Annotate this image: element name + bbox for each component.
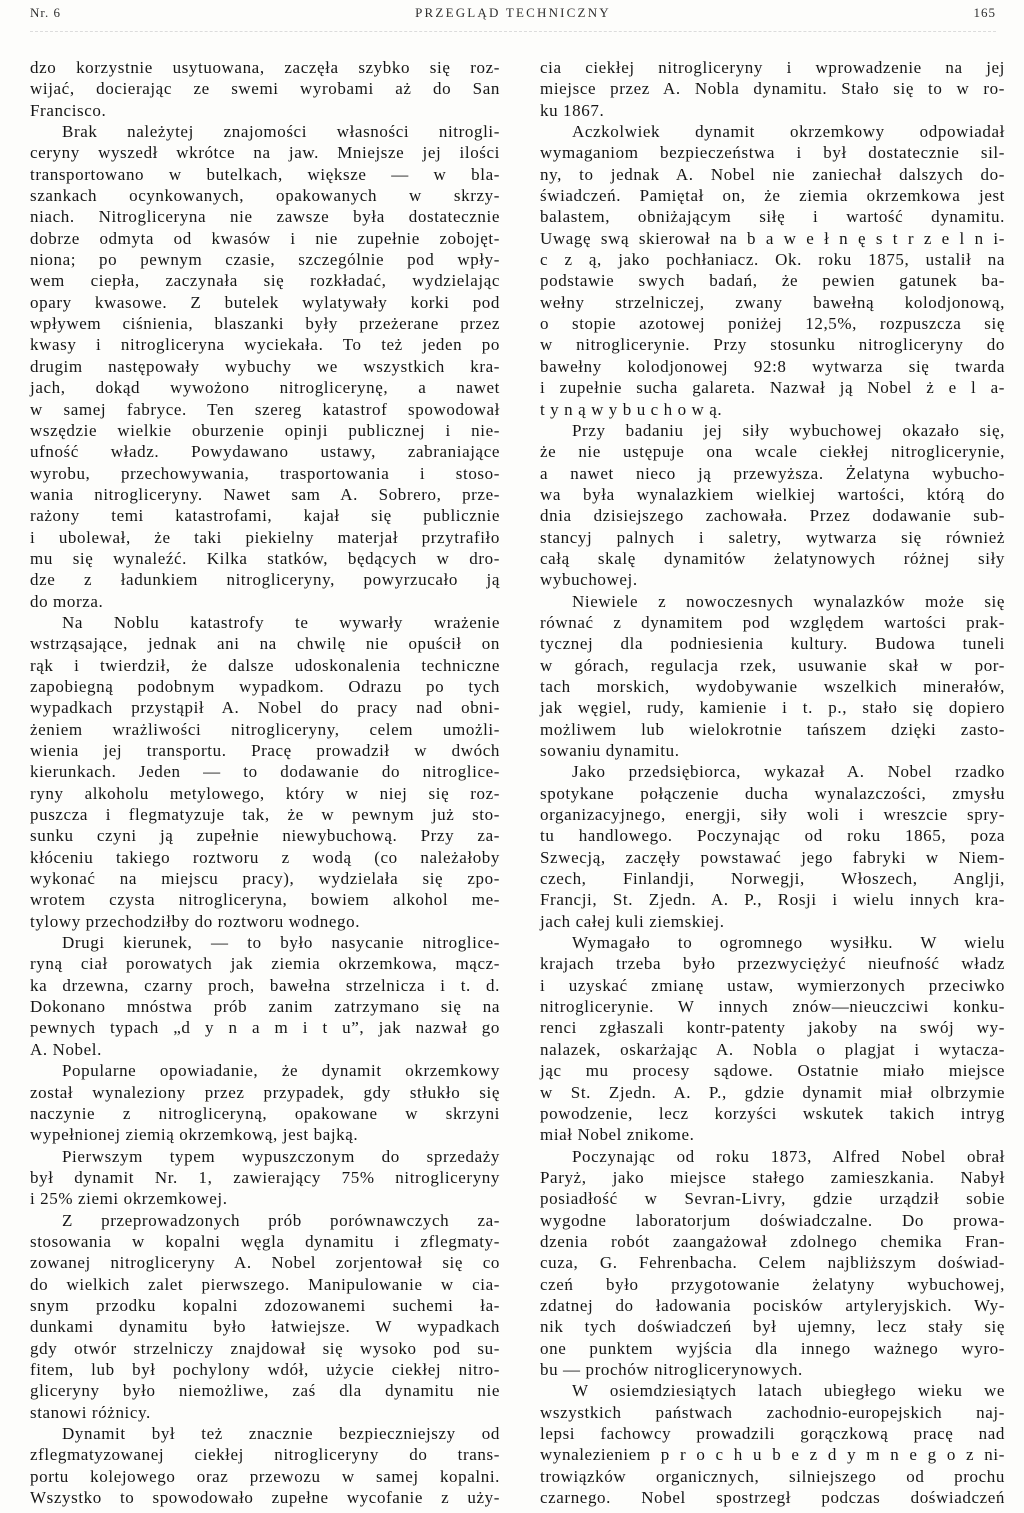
text-line: czeń było przygotowanie żelatyny wybuchowej, — [540, 1274, 1005, 1294]
paragraph — [30, 1210, 500, 1423]
text-line: one punktem wyjścia dla innego ważnego wyro- — [540, 1338, 1005, 1358]
text-line: Drugi kierunek, — to było nasycanie nitroglice- — [62, 933, 500, 953]
text-line: stanowi różnicy. — [30, 1402, 151, 1422]
text-line: zapobiegną podobnym wypadkom. Odrazu po tych — [30, 676, 500, 696]
text-line: dze z ładunkiem nitrogliceryny, powyrzucało ją — [30, 570, 500, 590]
text-line: i zupełnie sucha galareta. Nazwał ją Nobel ż e l a- — [540, 378, 1005, 398]
text-line: w samej fabryce. Ten szereg katastrof spowodował — [30, 399, 500, 419]
text-line: rażony temi katastrofami, kajał się publicznie — [30, 506, 500, 526]
text-line: Z przeprowadzonych prób porównawczych za- — [62, 1210, 500, 1230]
right-text-column — [540, 57, 1005, 1508]
journal-title: PRZEGLĄD TECHNICZNY — [415, 5, 611, 20]
text-line: niach. Nitrogliceryna nie zawsze była dostatecznie — [30, 207, 500, 227]
text-line: szankach ocynkowanych, opakowanych w skrzy- — [30, 186, 500, 206]
text-line: nitroglicerynie. W innych znów—nieuczciwi konku- — [540, 997, 1005, 1017]
paragraph — [540, 57, 1005, 121]
text-line: dobrze odmyta od kwasów i nie zupełnie zobojęt- — [30, 228, 500, 248]
text-line: Wymagało to ogromnego wysiłku. W wielu — [572, 933, 1005, 953]
text-line: został wynaleziony przez przypadek, gdy stłukło się — [30, 1082, 500, 1102]
text-line: wienia jej transportu. Pracę prowadził w dwóch — [30, 741, 500, 760]
text-line: wymaganiom bezpieczeństwa i był dostatecznie sil- — [540, 143, 1005, 163]
text-line: kierunkach. Jeden — to dodawanie do nitroglice- — [30, 762, 500, 782]
text-line: w St. Zjedn. A. P., gdzie dynamit miał olbrzymie — [540, 1082, 1005, 1102]
text-line: czarnego. Nobel spostrzegł podczas doświadczeń — [540, 1488, 1005, 1508]
paragraph — [540, 1380, 1005, 1508]
text-line: c z ą, jako pochłaniacz. Ok. roku 1875, ustalił na — [540, 250, 1005, 270]
paragraph — [30, 1423, 500, 1508]
text-line: gdy otwór strzelniczy znajdował się wysoko pod su- — [30, 1338, 500, 1358]
text-line: żeniem wrażliwości nitrogliceryny, celem umożli- — [30, 719, 500, 739]
text-line: renci zgłaszali kontr-patenty jakoby na swój wy- — [540, 1018, 1005, 1038]
text-line: sunku czyni ją zupełnie niewybuchową. Przy za- — [30, 826, 500, 846]
text-line: dzo korzystnie usytuowana, zaczęła szybko się roz- — [30, 58, 500, 77]
text-line: wania nitrogliceryny. Nawet sam A. Sobrero, prze- — [30, 484, 500, 504]
text-line: powodzenie, lecz korzyści wskutek takich intryg — [540, 1103, 1005, 1123]
text-line: posiadłość w Sevran-Livry, gdzie urządził sobie — [540, 1189, 1005, 1209]
text-line: pewnych typach „d y n a m i t u”, jak nazwał go — [30, 1018, 500, 1038]
text-line: wem ciepła, zaczynała się rozkładać, wydzielając — [30, 271, 500, 291]
text-line: do morza. — [30, 591, 104, 611]
paragraph — [30, 932, 500, 1060]
text-line: w nitroglicerynie. Przy stosunku nitrogliceryny do — [540, 335, 1005, 355]
text-line: o stopie azotowej poniżej 12,5%, rozpuszcza się — [540, 314, 1005, 334]
paragraph — [540, 591, 1005, 762]
text-line: lepsi fachowcy prowadzili gorączkową pracę nad — [540, 1424, 1005, 1443]
text-line: ryną ciał porowatych jak ziemia okrzemkowa, mącz- — [30, 954, 500, 974]
text-line: świadczeń. Pamiętał on, że ziemia okrzemkowa jest — [540, 186, 1005, 206]
text-line: A. Nobel. — [30, 1039, 102, 1059]
text-line: wygodne laboratorjum doświadczalne. Do prowa- — [540, 1210, 1005, 1230]
text-line: ceryny wyszedł wkrótce na jaw. Mniejsze jej ilości — [30, 143, 500, 163]
text-line: równać z dynamitem pod względem wartości prak- — [540, 612, 1005, 632]
text-line: sowaniu dynamitu. — [540, 741, 680, 760]
text-line: nik tych doświadczeń był ujemny, lecz stały się — [540, 1317, 1005, 1337]
paragraph — [30, 57, 500, 121]
text-line: W osiemdziesiątych latach ubiegłego wieku we — [572, 1381, 1005, 1401]
text-line: Przy badaniu jej siły wybuchowej okazało się, — [572, 420, 1005, 440]
text-line: Na Noblu katastrofy te wywarły wrażenie — [62, 612, 500, 632]
text-line: w górach, regulacja rzek, usuwanie skał w por- — [540, 655, 1005, 675]
text-line: wijać, docierając ze swemi wyrobami aż do San — [30, 79, 500, 99]
text-line: trowiązków organicznych, silniejszego od prochu — [540, 1466, 1005, 1486]
text-line: dzenia robót zaangażował zdolnego chemika Fran- — [540, 1231, 1005, 1251]
text-line: stancyj palnych i saletry, wytwarza się również — [540, 527, 1005, 547]
issue-number: Nr. 6 — [30, 5, 61, 20]
text-line: jąc mu procesy sądowe. Ostatnie miało miejsce — [540, 1061, 1005, 1081]
text-line: i uzyskać zmianę ustaw, wymierzonych przeciwko — [540, 975, 1005, 995]
text-line: spotykane połączenie ducha wynalazczości, zmysłu — [540, 783, 1005, 803]
page-header — [30, 5, 996, 25]
text-line: gliceryny było niemożliwe, zaś dla dynamitu nie — [30, 1381, 500, 1401]
text-line: Jako przedsiębiorca, wykazał A. Nobel rzadko — [572, 762, 1005, 782]
text-line: był dynamit Nr. 1, zawierający 75% nitrogliceryny — [30, 1167, 500, 1187]
paragraph — [30, 612, 500, 932]
page-number: 165 — [973, 5, 996, 20]
text-line: nalazek, oskarżając A. Nobla o plagjat i wytacza- — [540, 1039, 1005, 1059]
text-line: zowanej nitrogliceryny A. Nobel zorjentował się co — [30, 1253, 500, 1273]
text-line: t y n ą w y b u c h o w ą. — [540, 399, 723, 419]
paragraph — [540, 932, 1005, 1145]
paragraph — [540, 121, 1005, 420]
text-line: Francisco. — [30, 100, 107, 120]
paragraph — [540, 761, 1005, 932]
text-line: opary kwasowe. Z butelek wylatywały korki pod — [30, 292, 500, 312]
text-line: Dynamit był też znacznie bezpieczniejszy od — [62, 1424, 500, 1443]
text-line: Paryż, jako miejsce stałego zamieszkania. Nabył — [540, 1167, 1005, 1187]
text-line: wrotem czysta nitrogliceryna, bowiem alkohol me- — [30, 890, 500, 910]
text-line: miejsce przez A. Nobla dynamitu. Stało się to w ro- — [540, 79, 1005, 99]
text-line: dunkami dynamitu było łatwiejsze. W wypadkach — [30, 1317, 500, 1337]
text-line: Popularne opowiadanie, że dynamit okrzemkowy — [62, 1061, 500, 1081]
text-line: wpływem ciśnienia, blaszanki były przeżerane przez — [30, 314, 500, 334]
text-line: wypełnionej ziemią okrzemkową, jest bajką. — [30, 1125, 359, 1145]
text-line: stosowania w kopalni węgla dynamitu i zflegmaty- — [30, 1231, 500, 1251]
text-line: Wszystko to spowodowało zupełne wycofanie z uży- — [30, 1488, 500, 1508]
text-line: Francji, St. Zjedn. A. P., Rosji i wielu innych kra- — [540, 890, 1005, 910]
text-line: bu — prochów nitroglicerynowych. — [540, 1359, 803, 1379]
text-line: wszystkich państwach zachodnio-europejskich naj- — [540, 1402, 1005, 1422]
text-line: jak węgiel, rudy, kamienie i t. p., stało się dopiero — [540, 698, 1005, 718]
text-line: tylowy przechodziłby do roztworu wodnego. — [30, 911, 361, 931]
text-line: zflegmatyzowanej ciekłej nitrogliceryny do trans- — [30, 1445, 500, 1465]
text-line: dnia dzisiejszego zachowała. Przez dodawanie sub- — [540, 506, 1005, 526]
text-line: transportowano w butelkach, większe — w bla- — [30, 164, 500, 184]
text-line: cia ciekłej nitrogliceryny i wprowadzenie na jej — [540, 58, 1005, 77]
text-line: cuza, G. Fehrenbacha. Celem najbliższym doświad- — [540, 1253, 1005, 1273]
text-line: ny, to jednak A. Nobel nie zaniechał dalszych do- — [540, 164, 1005, 184]
text-line: ku 1867. — [540, 100, 605, 120]
text-line: Poczynając od roku 1873, Alfred Nobel obrał — [572, 1146, 1005, 1166]
text-line: zdatnej do ładowania pocisków artyleryjskich. Wy- — [540, 1295, 1005, 1315]
text-line: bawełny kolodjonowej 92:8 wytwarza się twarda — [540, 356, 1005, 376]
text-line: tycznej dla podniesienia kultury. Budowa tuneli — [540, 634, 1005, 654]
text-line: drugim następowały wybuchy we wszystkich kra- — [30, 356, 500, 376]
text-line: Brak należytej znajomości własności nitrogli- — [62, 122, 500, 142]
text-line: ufność władz. Powydawano ustawy, zabraniające — [30, 442, 500, 462]
text-line: organizacyjnego, energji, siły woli i wreszcie spry- — [540, 805, 1005, 825]
text-line: do wielkich zalet pierwszego. Manipulowanie w cia- — [30, 1274, 500, 1294]
text-line: balastem, obniżającym siłę i wartość dynamitu. — [540, 207, 1005, 227]
text-line: ka drzewna, czarny proch, bawełna strzelnicza i t. d. — [30, 975, 500, 995]
text-line: wszędzie wielkie oburzenie opinji publicznej i nie- — [30, 420, 500, 440]
header-rule — [30, 31, 996, 32]
text-line: rąk i twierdził, że dalsze udoskonalenia techniczne — [30, 655, 500, 675]
left-text-column — [30, 57, 500, 1508]
text-line: i ubolewał, że taki piekielny materjał przytrafiło — [30, 527, 500, 547]
text-line: kwasy i nitrogliceryna wyciekała. To też jeden po — [30, 335, 500, 355]
text-line: całą skalę dynamitów żelatynowych różnej siły — [540, 548, 1005, 568]
text-line: czech, Finlandji, Norwegji, Włoszech, Anglji, — [540, 869, 1005, 889]
text-line: snym przodku kopalni zdozowanemi suchemi ła- — [30, 1295, 500, 1315]
text-line: puszcza i flegmatyzuje tak, że w pewnym już sto- — [30, 805, 500, 825]
text-line: a nawet nieco ją przewyższa. Żelatyna wybucho- — [540, 463, 1005, 483]
text-line: wykonać na miejscu pracy), wydzielała się zpo- — [30, 869, 500, 889]
text-line: Dokonano mnóstwa prób zanim zatrzymano się na — [30, 997, 500, 1017]
paragraph — [30, 1060, 500, 1145]
text-line: portu kolejowego oraz przewozu w samej kopalni. — [30, 1466, 500, 1486]
text-line: kłóceniu takiego roztworu z wodą (co należałoby — [30, 847, 500, 867]
text-line: podstawie swych badań, że pewien gatunek ba- — [540, 271, 1005, 291]
text-line: wybuchowej. — [540, 570, 638, 590]
paragraph — [30, 1146, 500, 1210]
text-line: Niewiele z nowoczesnych wynalazków może się — [572, 591, 1005, 611]
paragraph — [30, 121, 500, 612]
text-line: wyrobu, przechowywania, trasportowania i stoso- — [30, 463, 500, 483]
text-line: wypadkach przystąpił A. Nobel do pracy nad obni- — [30, 698, 500, 718]
text-line: tach morskich, wydobywanie wszelkich minerałów, — [540, 676, 1005, 696]
text-line: możliwem lub wielokrotnie tańszem dzięki zasto- — [540, 719, 1005, 739]
text-line: jach, dokąd wywożono nitroglicerynę, a nawet — [30, 378, 500, 398]
text-line: fitem, lub był pochylony wdół, użycie ciekłej nitro- — [30, 1359, 500, 1379]
text-line: krajach trzeba było przezwyciężyć nieufność władz — [540, 954, 1005, 974]
text-line: wa była wynalazkiem wielkiej wartości, którą do — [540, 484, 1005, 504]
text-line: naczynie z nitrogliceryną, opakowane w skrzyni — [30, 1103, 500, 1123]
text-line: mu się wynaleźć. Kilka statków, będących w dro- — [30, 548, 500, 568]
text-line: ryny alkoholu metylowego, który w niej się roz- — [30, 783, 500, 803]
text-line: Pierwszym typem wypuszczonym do sprzedaży — [62, 1146, 500, 1166]
text-line: wstrząsające, jednak ani na chwilę nie opuścił on — [30, 634, 500, 654]
text-line: Aczkolwiek dynamit okrzemkowy odpowiadał — [572, 122, 1005, 142]
text-line: wełny strzelniczej, zwany bawełną kolodjonową, — [540, 292, 1005, 312]
text-line: Uwagę swą skierował na b a w e ł n ę s t r z e l n i- — [540, 228, 1005, 248]
text-line: tu handlowego. Poczynając od roku 1865, poza — [540, 826, 1005, 846]
text-line: wynalezieniem p r o c h u b e z d y m n e g o z ni- — [540, 1445, 1005, 1465]
text-line: miał Nobel znikome. — [540, 1125, 695, 1145]
paragraph — [540, 1146, 1005, 1381]
paragraph — [540, 420, 1005, 591]
text-line: że nie ustępuje ona wcale ciekłej nitroglicerynie, — [540, 442, 1005, 462]
text-line: i 25% ziemi okrzemkowej. — [30, 1189, 228, 1209]
text-line: Szwecją, zaczęły powstawać jego fabryki w Niem- — [540, 847, 1005, 867]
text-line: jach całej kuli ziemskiej. — [540, 911, 725, 931]
text-line: niona; po pewnym czasie, szczególnie pod wpły- — [30, 250, 500, 270]
